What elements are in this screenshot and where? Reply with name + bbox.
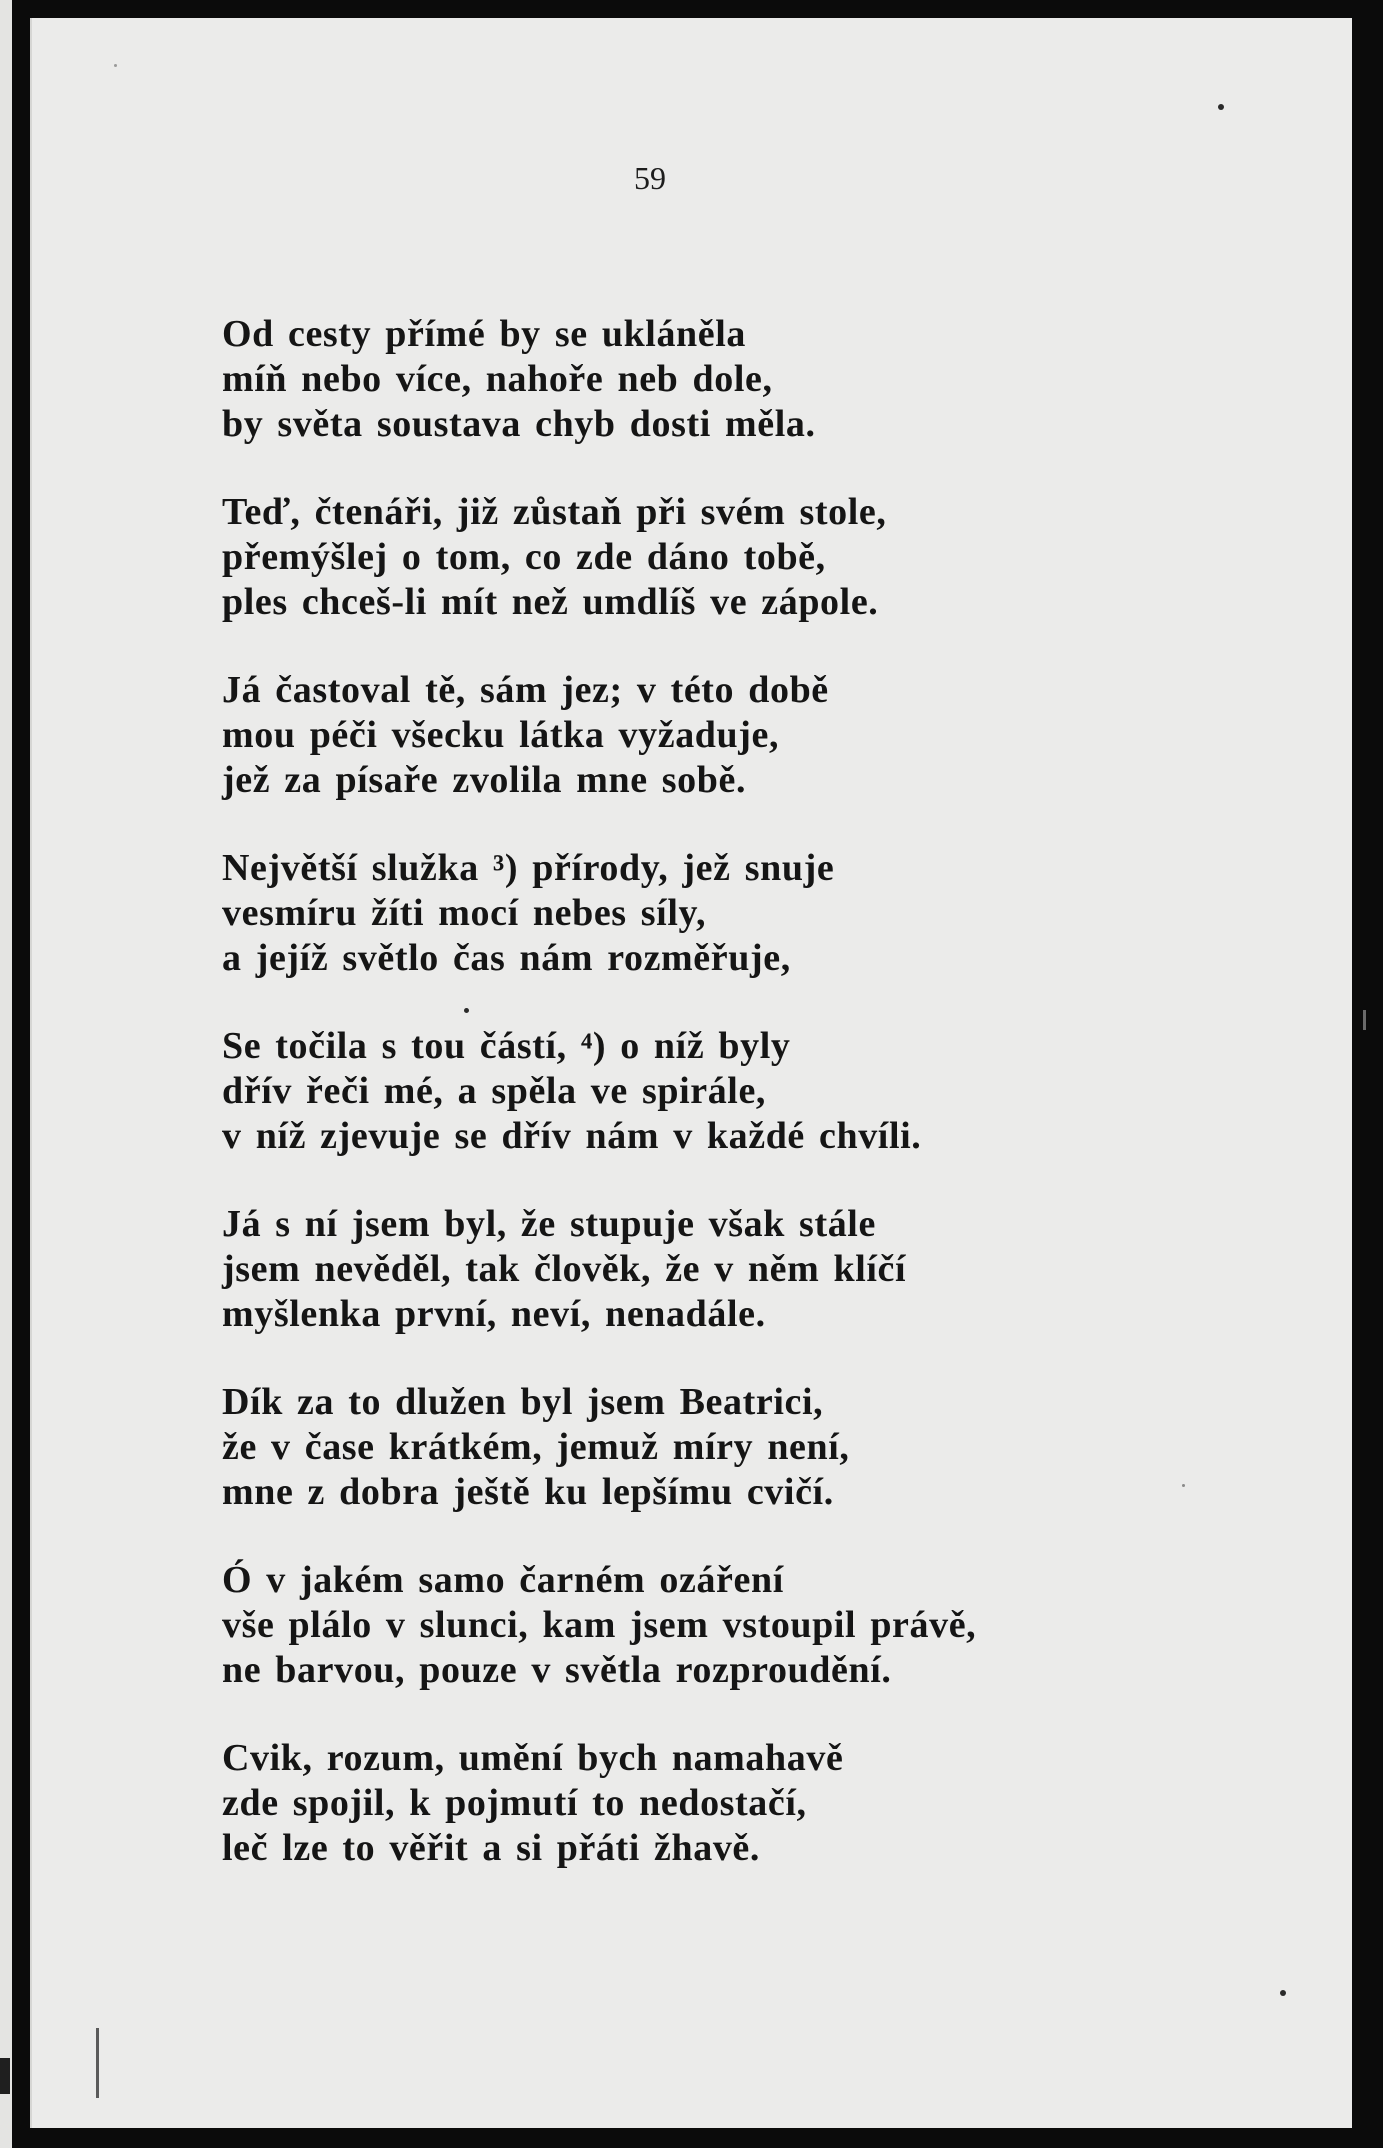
verse-line: by světa soustava chyb dosti měla. (222, 403, 816, 445)
stanza (222, 668, 976, 803)
verse-line: a jejíž světlo čas nám rozměřuje, (222, 937, 791, 979)
stanza (222, 1202, 976, 1337)
stanza (222, 846, 976, 981)
verse-line: Se točila s tou částí, ⁴) o níž byly (222, 1025, 791, 1067)
verse-line: že v čase krátkém, jemuž míry není, (222, 1426, 850, 1468)
verse-line: vše plálo v slunci, kam jsem vstoupil právě, (222, 1604, 977, 1646)
scan-speck (1182, 1484, 1185, 1487)
verse-line: mne z dobra ještě ku lepšímu cvičí. (222, 1471, 834, 1513)
adjacent-page-edge (0, 0, 12, 2148)
verse-line: zde spojil, k pojmutí to nedostačí, (222, 1782, 807, 1824)
verse-line: Největší služka ³) přírody, jež snuje (222, 847, 835, 889)
scan-mark (0, 2058, 10, 2094)
stanza (222, 1736, 976, 1871)
stanza (222, 1024, 976, 1159)
verse-line: myšlenka první, neví, nenadále. (222, 1293, 766, 1335)
verse-line: vesmíru žíti mocí nebes síly, (222, 892, 707, 934)
page-number: 59 (634, 160, 666, 196)
verse-line: ne barvou, pouze v světla rozproudění. (222, 1649, 892, 1691)
scan-mark (1363, 1010, 1366, 1030)
verse-line: Od cesty přímé by se ukláněla (222, 313, 747, 355)
scan-speck (114, 64, 117, 67)
verse-line: Já častoval tě, sám jez; v této době (222, 669, 829, 711)
verse-line: Teď, čtenáři, již zůstaň při svém stole, (222, 491, 887, 533)
verse-line: Cvik, rozum, umění bych namahavě (222, 1737, 844, 1779)
verse-line: dřív řeči mé, a spěla ve spirále, (222, 1070, 767, 1112)
poem-text (222, 312, 976, 1914)
verse-line: v níž zjevuje se dřív nám v každé chvíli. (222, 1115, 922, 1157)
scan-speck (464, 1008, 469, 1013)
verse-line: Já s ní jsem byl, že stupuje však stále (222, 1203, 876, 1245)
stanza (222, 1380, 976, 1515)
verse-line: ples chceš-li mít než umdlíš ve zápole. (222, 581, 879, 623)
scan-speck (1280, 1990, 1286, 1996)
scan-mark (96, 2028, 99, 2098)
stanza (222, 1558, 976, 1693)
verse-line: přemýšlej o tom, co zde dáno tobě, (222, 536, 826, 578)
stanza (222, 490, 976, 625)
stanza (222, 312, 976, 447)
verse-line: leč lze to věřit a si přáti žhavě. (222, 1827, 761, 1869)
verse-line: Dík za to dlužen byl jsem Beatrici, (222, 1381, 824, 1423)
verse-line: míň nebo více, nahoře neb dole, (222, 358, 773, 400)
verse-line: mou péči všecku látka vyžaduje, (222, 714, 780, 756)
scan-speck (1218, 104, 1224, 110)
verse-line: Ó v jakém samo čarném ozáření (222, 1559, 784, 1601)
verse-line: jsem nevěděl, tak člověk, že v něm klíčí (222, 1248, 907, 1290)
verse-line: jež za písaře zvolila mne sobě. (222, 759, 747, 801)
